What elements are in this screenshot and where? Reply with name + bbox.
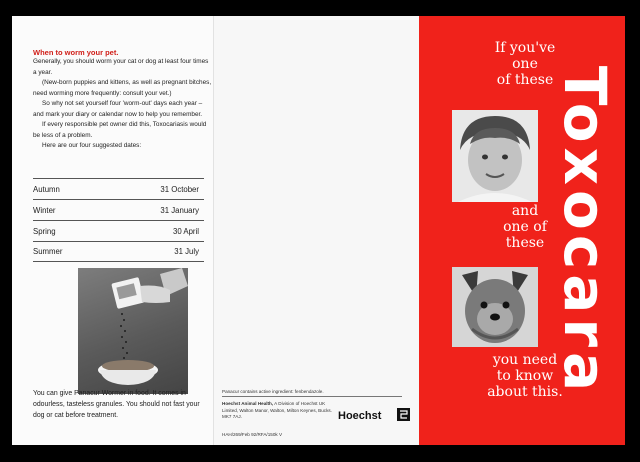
company-address: A Division of Hoechst UK Limited, Walton Manor, Walton, Milton Keynes, Bucks. MK7 7AJ. [222, 401, 332, 420]
season-label: Spring [33, 226, 56, 236]
intro-text [33, 57, 213, 152]
headline-line: to know [496, 368, 554, 384]
headline-line: and [511, 203, 539, 219]
company-name: Hoechst Animal Health, [222, 401, 274, 406]
headline-line: you need [492, 352, 558, 368]
season-label: Summer [33, 247, 63, 256]
worming-dates-table [33, 178, 204, 262]
hoechst-logo-text: Hoechst [338, 410, 382, 422]
headline-line: one of [503, 219, 547, 235]
company-address-block [222, 401, 340, 421]
print-code: HAH/269/Feb 92/RFA/150k V [222, 432, 283, 437]
date-value: 31 January [160, 205, 199, 215]
headline-line: these [505, 235, 545, 251]
date-row [33, 241, 204, 262]
feeding-note: You can give Panacur Wormer in food. It comes in odourless, tasteless granules. You should not fast your dog or cat before treatment. [33, 390, 200, 419]
headline-line: about this. [487, 384, 563, 400]
food-bowl-photo [78, 268, 188, 394]
season-label: Winter [33, 205, 56, 215]
date-value: 31 July [174, 247, 199, 256]
middle-panel [213, 16, 419, 445]
headline-line: one [512, 56, 538, 72]
child-photo [452, 110, 538, 202]
paragraph-2: (New-born puppies and kittens, as well as pregnant bitches, need worming more frequently: consult your vet.) [33, 79, 212, 97]
left-panel [12, 16, 213, 445]
toxocara-title-text: Toxocara [551, 65, 620, 396]
headline-line: of these [496, 72, 554, 88]
headline-line: If you've [494, 40, 556, 56]
date-value: 31 October [160, 184, 199, 194]
date-row [33, 199, 204, 220]
paragraph-5: Here are our four suggested dates: [42, 142, 142, 149]
paragraph-1: Generally, you should worm your cat or dog at least four times a year. [33, 58, 209, 76]
ingredient-note: Panacur contains active ingredient: fenbendazole. [222, 389, 324, 394]
date-row [33, 178, 204, 199]
section-heading: When to worm your pet. [33, 48, 119, 57]
date-value: 30 April [172, 226, 199, 236]
season-label: Autumn [33, 184, 60, 194]
divider [222, 396, 402, 397]
paragraph-4: If every responsible pet owner did this, Toxocariasis would be less of a problem. [33, 121, 207, 139]
toxocara-title [545, 16, 625, 445]
date-row [33, 220, 204, 241]
hoechst-logo-icon [397, 408, 410, 421]
puppy-photo [452, 267, 538, 347]
paragraph-3: So why not set yourself four 'worm-out' days each year – and mark your diary or calendar now to help you remember. [33, 100, 203, 118]
